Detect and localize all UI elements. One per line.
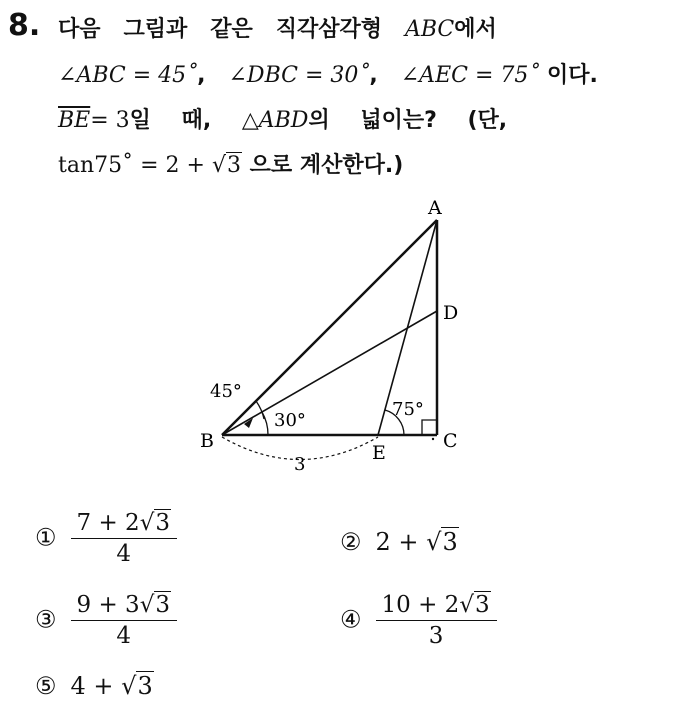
angle-aec-text: ∠AEC = 75˚ [400, 63, 540, 88]
denominator: 4 [116, 623, 132, 649]
right-angle-mark [422, 420, 437, 435]
radicand: 3 [155, 510, 170, 536]
separator: , [369, 63, 401, 88]
question-line-2 [58, 58, 598, 89]
question-text: 의 넓이는? (단, [308, 108, 508, 133]
choice-3[interactable] [35, 592, 177, 649]
triangle-abd: △ABD [241, 108, 309, 133]
denominator: 3 [428, 623, 444, 649]
be-length-label: 3 [294, 454, 306, 475]
choice-mark: ④ [340, 605, 362, 634]
expr-text: 4 + [70, 672, 122, 700]
choice-4[interactable] [340, 592, 497, 649]
fraction: $\frac{9 + 3√3}{4}$ [71, 592, 177, 649]
segment-be: $\overline{BE}$ [58, 108, 91, 133]
label-c: C [443, 430, 458, 452]
question-text: 에서 [454, 17, 497, 42]
question-number: 8. [8, 8, 41, 43]
question-text: 이다. [539, 63, 598, 88]
numerator: 7 + 2 [76, 510, 140, 536]
angle-abc-text: ∠ABC = 45˚ [58, 63, 198, 88]
question-line-3 [58, 103, 507, 134]
fraction: $\frac{7 + 2√3}{4}$ [71, 510, 177, 567]
fraction: $\frac{10 + 2√3}{3}$ [376, 592, 497, 649]
sqrt: √3 [211, 153, 241, 178]
question-text: 일 때, [129, 108, 242, 133]
triangle-name: ABC [404, 17, 455, 42]
question-text: 으로 계산한다.) [242, 153, 404, 178]
angle-dbc-text: ∠DBC = 30˚ [228, 63, 370, 88]
triangle-diagram [190, 190, 480, 480]
expr-text: 2 + [375, 528, 427, 556]
expression: 2 + √3 [375, 528, 458, 556]
radicand: 3 [474, 592, 490, 618]
angle-45-arc [256, 401, 264, 419]
question-line-4 [58, 148, 403, 179]
choice-mark: ② [340, 528, 362, 556]
choice-mark: ① [35, 523, 57, 552]
angle-75-label: 75° [392, 399, 424, 420]
choice-1[interactable] [35, 510, 177, 567]
separator: , [197, 63, 229, 88]
numerator: 9 + 3 [76, 592, 140, 618]
angle-45-label: 45° [210, 381, 242, 402]
choice-2[interactable] [340, 528, 459, 556]
question-text: 다음 그림과 같은 직각삼각형 [58, 17, 405, 42]
point-dot [432, 438, 434, 440]
question-line-1 [58, 12, 497, 43]
segment-be-value: = 3 [90, 108, 130, 133]
denominator: 4 [116, 541, 132, 567]
tan-condition: tan75˚ = 2 + [58, 153, 212, 178]
radicand: 3 [442, 528, 458, 556]
radicand: 3 [137, 672, 153, 700]
radicand: 3 [155, 592, 170, 618]
label-d: D [443, 302, 459, 324]
label-e: E [372, 442, 386, 464]
choice-5[interactable] [35, 672, 154, 700]
choice-mark: ③ [35, 605, 57, 634]
numerator: 10 + 2 [381, 592, 460, 618]
angle-30-label: 30° [274, 410, 306, 431]
label-a: A [428, 197, 442, 219]
choice-mark: ⑤ [35, 672, 57, 700]
label-b: B [200, 430, 214, 452]
expression: 4 + √3 [70, 672, 153, 700]
